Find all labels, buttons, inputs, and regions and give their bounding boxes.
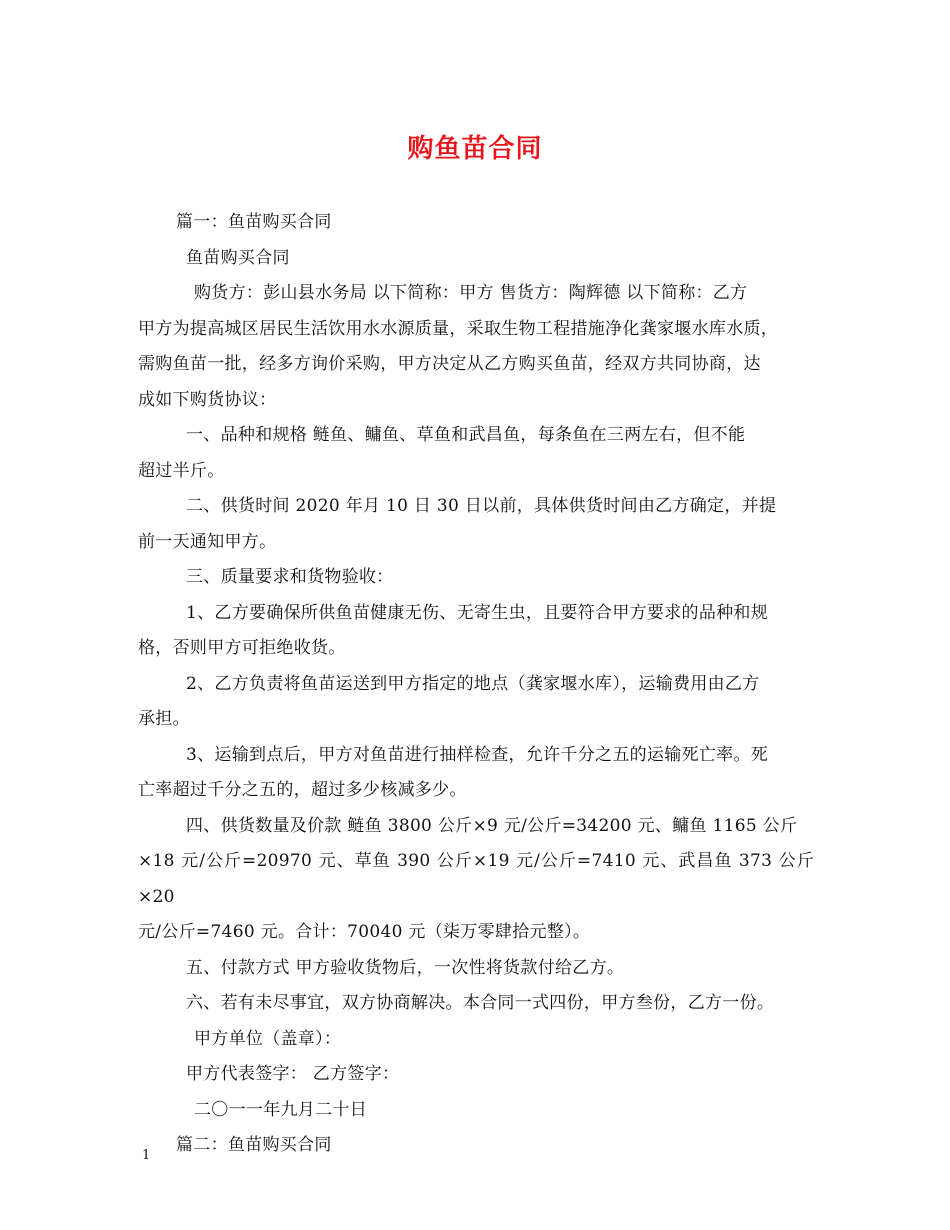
clause-line: 3、运输到点后，甲方对鱼苗进行抽样检查，允许千分之五的运输死亡率。死 — [186, 744, 769, 765]
paragraph-line: 甲方为提高城区居民生活饮用水水源质量，采取生物工程措施净化龚家堰水库水质， — [138, 318, 779, 339]
signature-line: 甲方代表签字： 乙方签字： — [186, 1064, 400, 1084]
section-heading: 篇二：鱼苗购买合同 — [176, 1135, 332, 1155]
paragraph-line: 需购鱼苗一批，经多方询价采购，甲方决定从乙方购买鱼苗，经双方共同协商，达 — [138, 354, 761, 374]
contract-heading: 鱼苗购买合同 — [186, 247, 290, 268]
clause-line: 一、品种和规格 鲢鱼、鳙鱼、草鱼和武昌鱼，每条鱼在三两左右，但不能 — [186, 425, 746, 445]
document-title: 购鱼苗合同 — [407, 134, 543, 164]
paragraph-line: 格，否则甲方可拒绝收货。 — [138, 638, 346, 658]
paragraph-line: 成如下购货协议： — [138, 389, 277, 410]
clause-line: 二、供货时间 2020 年月 10 日 30 日以前，具体供货时间由乙方确定，并提 — [186, 496, 777, 516]
paragraph-line: 前一天通知甲方。 — [138, 531, 277, 552]
paragraph-line: 承担。 — [138, 709, 190, 729]
date-line: 二〇一一年九月二十日 — [194, 1099, 367, 1120]
clause-line: 2、乙方负责将鱼苗运送到甲方指定的地点（龚家堰水库），运输费用由乙方 — [186, 673, 760, 694]
paragraph-line: 超过半斤。 — [138, 460, 225, 481]
clause-line: 六、若有未尽事宜，双方协商解决。本合同一式四份，甲方叁份，乙方一份。 — [186, 993, 775, 1013]
paragraph-line: ×18 元/公斤=20970 元、草鱼 390 公斤×19 元/公斤=7410 元、武昌鱼 373 公斤×20 — [138, 851, 814, 907]
signature-line: 甲方单位（盖章）： — [194, 1028, 342, 1049]
clause-line: 四、供货数量及价款 鲢鱼 3800 公斤×9 元/公斤=34200 元、鳙鱼 1165 公斤 — [186, 815, 798, 836]
document-body — [138, 205, 814, 1164]
page-number: 1 — [142, 1148, 151, 1163]
paragraph-line: 元/公斤=7460 元。合计：70040 元（柒万零肆拾元整）。 — [138, 922, 591, 942]
clause-line: 1、乙方要确保所供鱼苗健康无伤、无寄生虫，且要符合甲方要求的品种和规 — [186, 602, 769, 623]
parties-line: 购货方：彭山县水务局 以下简称：甲方 售货方：陶辉德 以下简称：乙方 — [194, 283, 748, 303]
section-heading: 篇一：鱼苗购买合同 — [176, 212, 332, 232]
clause-line: 三、质量要求和货物验收： — [186, 567, 394, 587]
clause-line: 五、付款方式 甲方验收货物后，一次性将货款付给乙方。 — [186, 957, 625, 978]
paragraph-line: 亡率超过千分之五的，超过多少核减多少。 — [138, 780, 467, 800]
